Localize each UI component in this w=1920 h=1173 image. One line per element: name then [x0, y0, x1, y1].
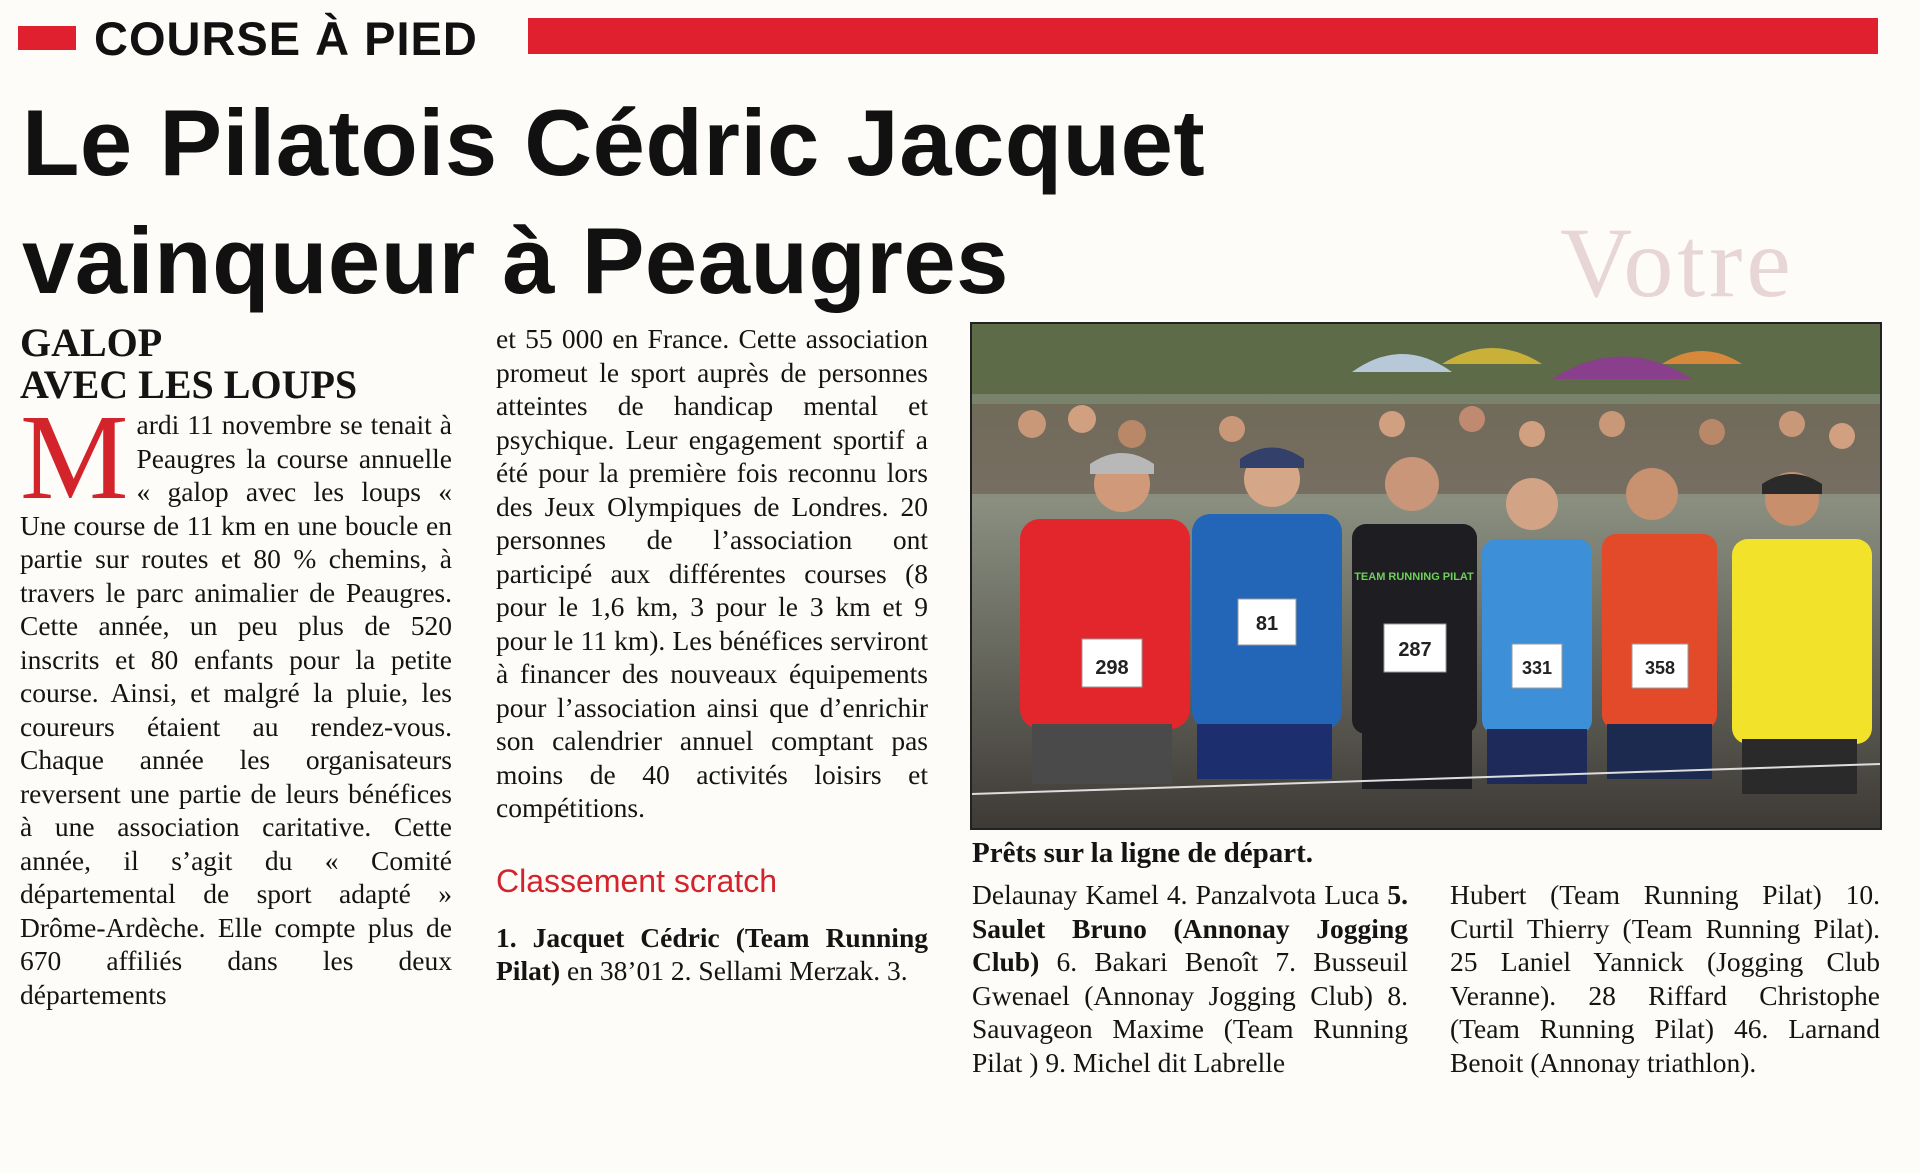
runners-photo-illustration — [972, 324, 1880, 828]
bib-298: 298 — [1095, 657, 1129, 679]
subhead-line-1: GALOP — [20, 320, 163, 365]
rubric-right-bar — [528, 18, 1878, 54]
results-b-bold: 5. Saulet Bruno (Annonay Jogging Club) — [972, 879, 1408, 977]
body-text-1: ardi 11 novembre se tenait à Peaugres la course annuelle « galop avec les loups « Une course de 11 km en une boucle en partie sur routes et 80 % chemins, à travers le parc animalier de Peaugres. Cette année, un peu plus de 520 inscrits et 80 enfants pour la petite course. Ainsi, et malgré la pluie, les coureurs étaient au rendez-vous. Chaque année les organisateurs reversent une partie de leurs bénéfices à une association caritative. Cette année, il s’agit du « Comité départemental de sport adapté » Drôme-Ardèche. Elle compte plus de 670 affiliés dans les deux départements — [20, 409, 452, 1010]
article-column-2 — [496, 322, 928, 988]
body-paragraph-2: et 55 000 en France. Cette association promeut le sport auprès de personnes atteintes de handicap mental et psychique. Leur engagement sportif a été pour la première fois reconnu lors des Jeux Olympiques de Londres. 20 personnes de l’association ont participé aux différentes courses (8 pour le 1,6 km, 3 pour le 3 km et 9 pour le 11 km). Les bénéfices serviront à financer des nouveaux équipements pour l’association ainsi que d’enrichir son calendrier annuel comptant pas moins de 40 activités loisirs et compétitions. — [496, 323, 928, 823]
article-column-1 — [20, 322, 452, 1011]
bib-287: 287 — [1398, 639, 1432, 661]
section-rubric — [18, 12, 1878, 65]
results-b-pre: Delaunay Kamel 4. Panzalvota Luca — [972, 879, 1388, 910]
results-a-rest: en 38’01 2. Sellami Merzak. 3. — [560, 955, 908, 986]
bib-81: 81 — [1255, 613, 1279, 635]
body-paragraph-1 — [20, 390, 452, 1011]
results-b-post: 6. Bakari Benoît 7. Busseuil Gwenael (Annonay Jogging Club) 8. Sauvageon Maxime (Team Running Pilat ) 9. Michel dit Labrelle — [972, 946, 1408, 1078]
headline-line-1: Le Pilatois Cédric Jacquet — [22, 90, 1206, 195]
results-winner: 1. Jacquet Cédric (Team Running Pilat) — [496, 921, 928, 986]
background-show-through-text: Votre — [1560, 207, 1795, 318]
subhead-line-2: AVEC LES LOUPS — [20, 362, 358, 407]
singlet-lettering: TEAM RUNNING PILAT — [1354, 571, 1474, 583]
bib-331: 331 — [1521, 658, 1553, 678]
drop-cap: M — [20, 390, 129, 525]
results-part-b — [972, 878, 1408, 1079]
results-part-c: Hubert (Team Running Pilat) 10. Curtil Thierry (Team Running Pilat). 25 Laniel Yannick (Jogging Club Veranne). 28 Riffard Christophe (Team Running Pilat) 46. Larnand Benoit (Annonay triathlon). — [1450, 879, 1880, 1078]
article-headline — [22, 84, 1822, 320]
headline-line-2: vainqueur à Peaugres — [22, 208, 1009, 313]
article-column-4 — [1450, 878, 1880, 1079]
rubric-left-bar — [18, 26, 76, 50]
results-heading: Classement scratch — [496, 862, 777, 899]
article-column-3 — [972, 878, 1408, 1079]
results-part-a — [496, 921, 928, 988]
race-start-photo — [970, 322, 1882, 830]
photo-caption: Prêts sur la ligne de départ. — [972, 837, 1313, 869]
article-subhead — [20, 322, 452, 406]
bib-358: 358 — [1644, 658, 1676, 678]
rubric-label: COURSE À PIED — [94, 12, 478, 65]
